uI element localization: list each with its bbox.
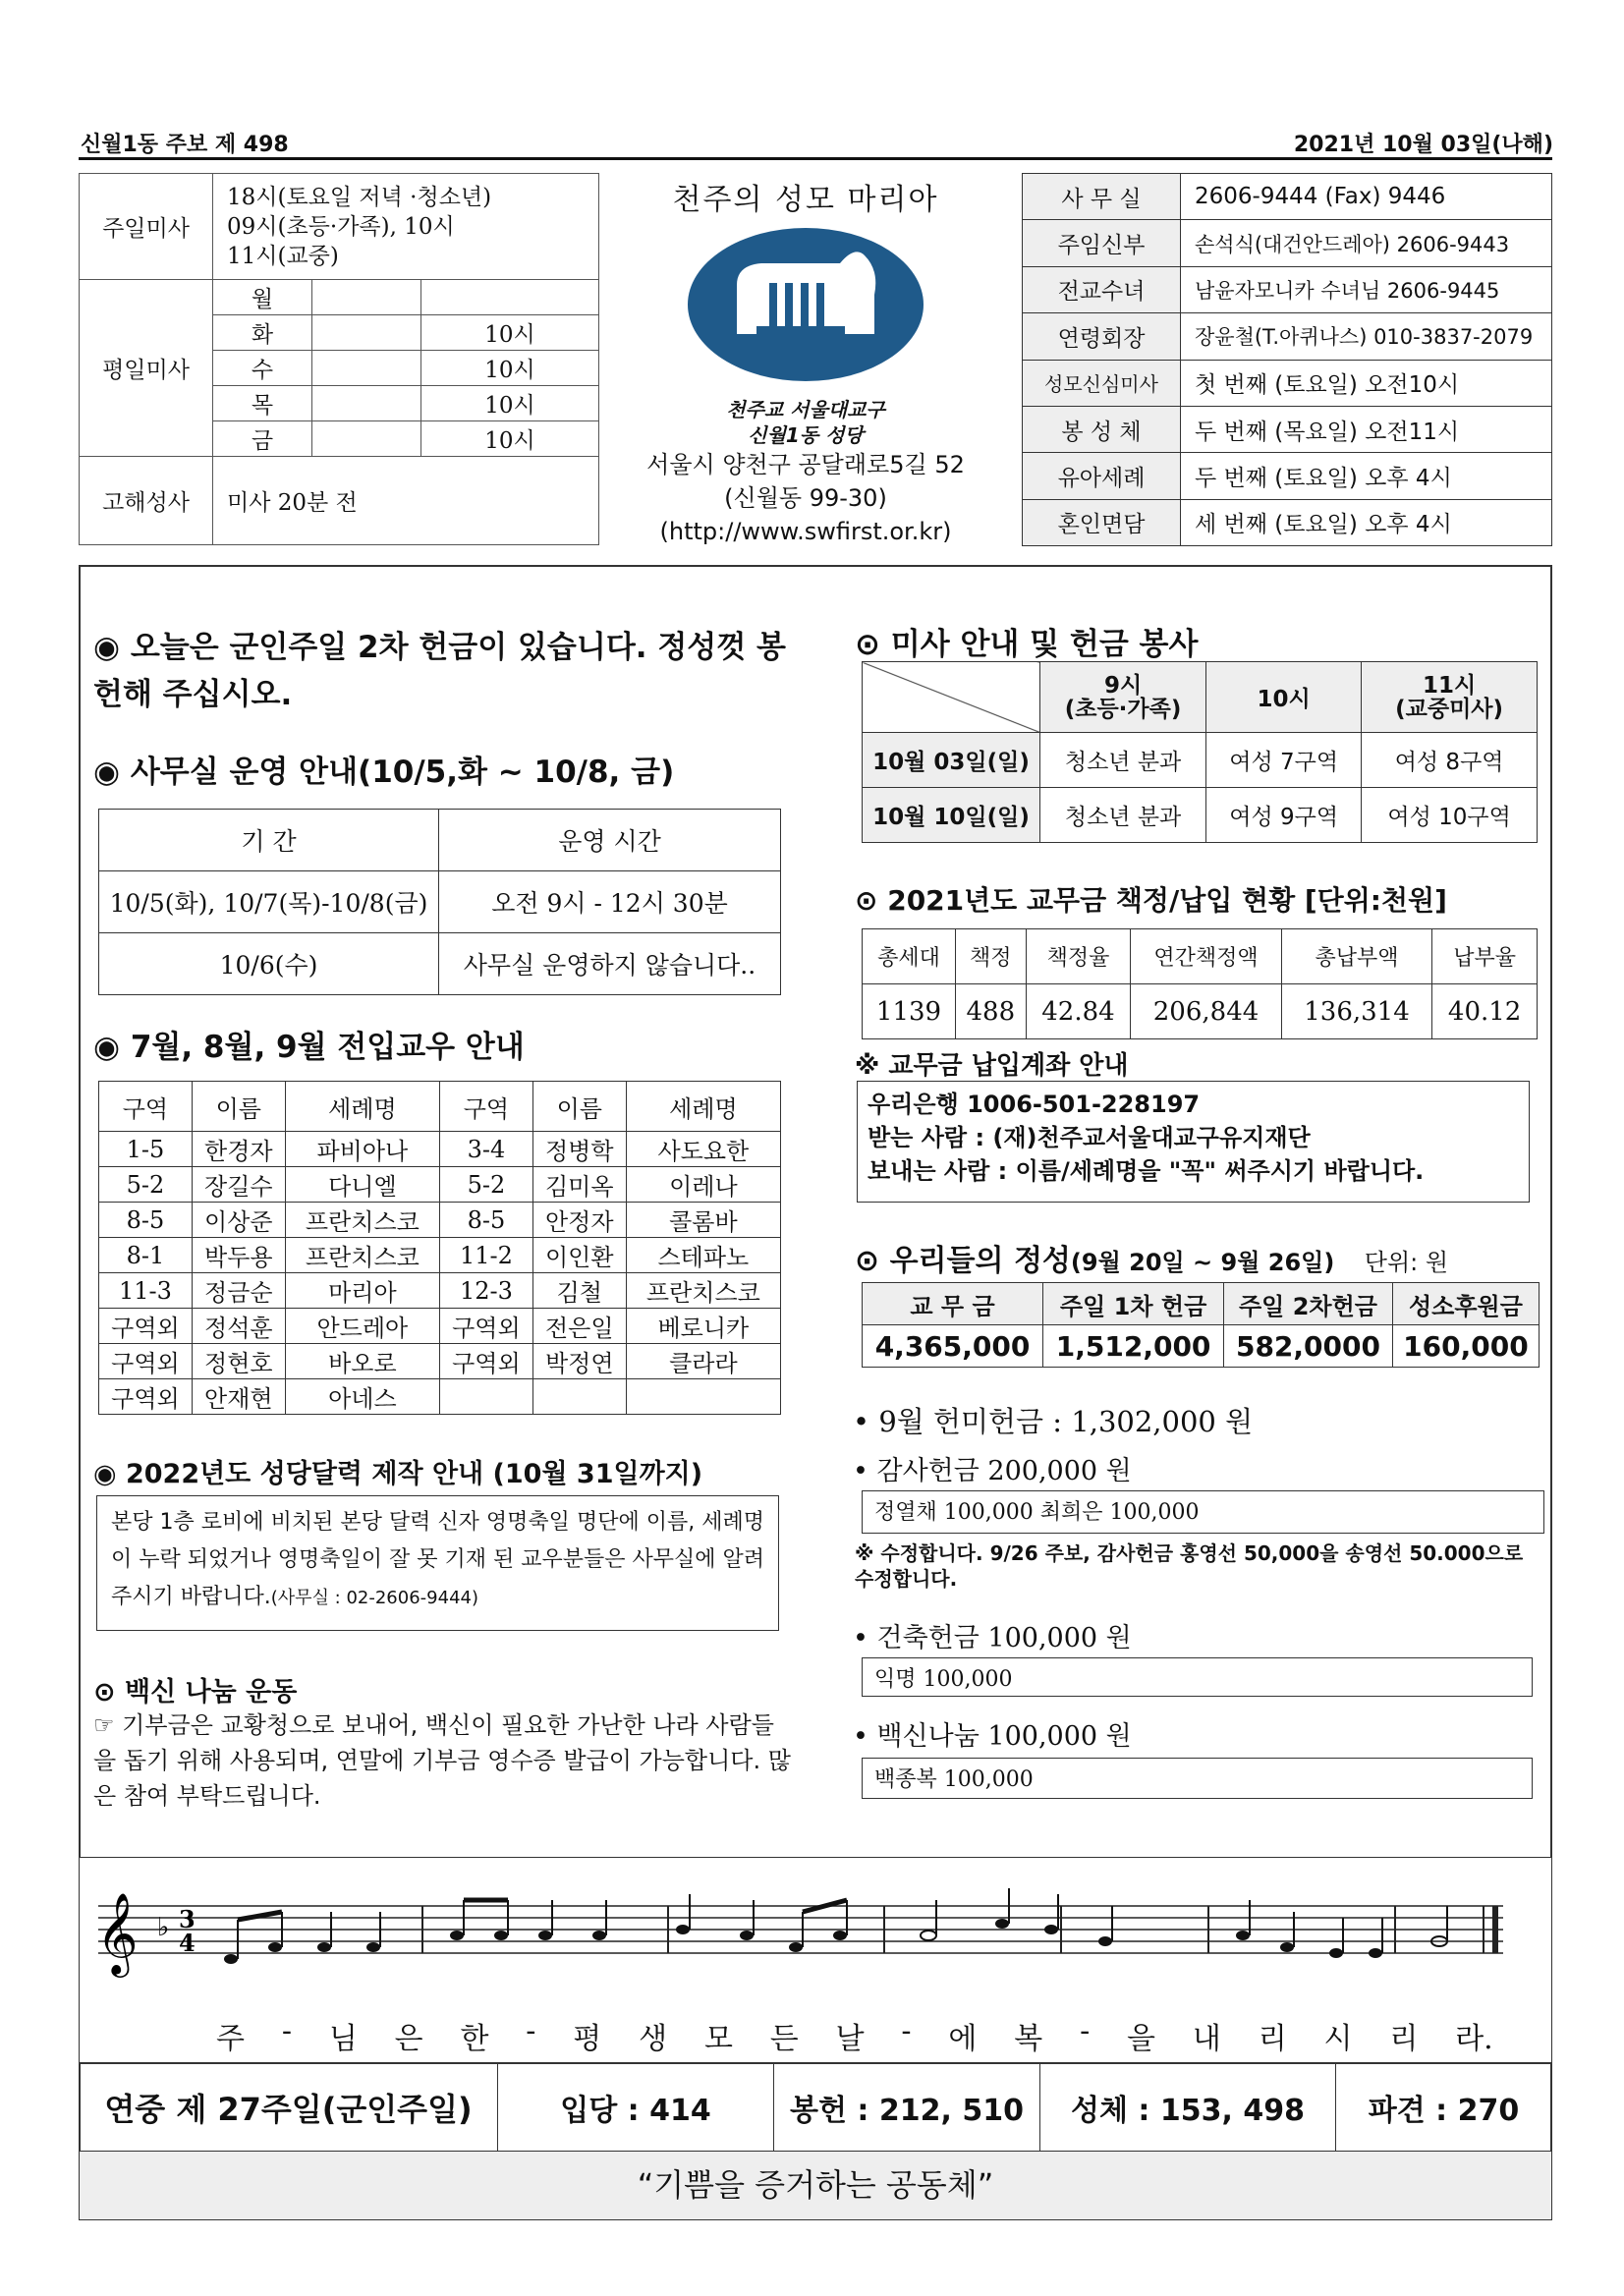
contact-table [1022, 173, 1552, 546]
weekday-a [312, 315, 421, 351]
communion-hymn: 성체 : 153, 498 [1040, 2064, 1336, 2152]
newcomers-title: ◉ 7월, 8월, 9월 전입교우 안내 [93, 1030, 525, 1065]
newcomer-cell: 사도요한 [626, 1132, 780, 1167]
service-cell: 여성 10구역 [1362, 788, 1538, 843]
weekday-time: 10시 [421, 386, 599, 421]
table-row [99, 1132, 781, 1167]
newcomer-cell: 구역외 [439, 1344, 532, 1379]
parish-address [619, 448, 992, 548]
office-header-period: 기 간 [99, 810, 439, 871]
hymn-numbers-bar [79, 2063, 1552, 2152]
calendar-notice-box [96, 1495, 779, 1631]
offering-header: 교 무 금 [863, 1283, 1043, 1325]
lyric-syllable: 에 [948, 2022, 978, 2056]
logo-caption-line-1: 천주교 서울대교구 [726, 398, 885, 421]
contact-label: 주임신부 [1023, 220, 1181, 266]
correction-note: ※ 수정합니다. 9/26 주보, 감사헌금 홍영선 50,000을 송영선 50.000으로 수정합니다. [855, 1541, 1524, 1591]
offering-unit: 단위: 원 [1364, 1249, 1449, 1276]
contact-value: 두 번째 (목요일) 오전11시 [1181, 406, 1552, 452]
hymn-lyrics [216, 2014, 1493, 2057]
svg-text:3: 3 [179, 1905, 196, 1933]
contact-value: 손석식(대건안드레아) 2606-9443 [1181, 220, 1552, 266]
newcomer-cell: 장길수 [192, 1167, 285, 1203]
sunday-line-1: 18시(토요일 저녁 ·청소년) [227, 184, 492, 210]
lyric-syllable: 리 [1389, 2022, 1419, 2056]
address-line-2: (신월동 99-30) [724, 484, 887, 512]
contact-value: 2606-9444 (Fax) 9446 [1181, 174, 1552, 220]
office-hours: 오전 9시 - 12시 30분 [439, 871, 781, 933]
contact-value: 남윤자모니카 수녀님 2606-9445 [1181, 266, 1552, 312]
lyric-syllable: - [526, 2014, 536, 2048]
dues-header: 책정율 [1026, 929, 1131, 984]
offering-header: 성소후원금 [1392, 1283, 1539, 1325]
lyric-syllable: 주 [216, 2022, 245, 2056]
newcomer-cell: 마리아 [285, 1273, 439, 1309]
lyric-syllable: 평 [573, 2022, 602, 2056]
address-line-1: 서울시 양천구 공달래로5길 52 [646, 451, 965, 478]
office-hours-title: ◉ 사무실 운영 안내(10/5,화 ~ 10/8, 금) [93, 755, 675, 790]
mass-service-table [862, 661, 1538, 843]
lyric-syllable: 모 [703, 2022, 733, 2056]
service-header-11: 11시 (교중미사) [1362, 662, 1538, 733]
logo-caption-line-2: 신월1동 성당 [748, 423, 864, 447]
newcomer-header: 구역 [99, 1082, 193, 1132]
weekday-time [421, 280, 599, 315]
dues-header: 총세대 [863, 929, 956, 984]
contact-label: 연령회장 [1023, 313, 1181, 360]
newcomer-cell: 정병학 [532, 1132, 626, 1167]
weekday-day: 화 [213, 315, 312, 351]
table-row [99, 1167, 781, 1203]
contact-value: 장윤철(T.아퀴나스) 010-3837-2079 [1181, 313, 1552, 360]
offering-header: 주일 2차헌금 [1224, 1283, 1393, 1325]
lyric-syllable: 복 [1014, 2022, 1043, 2056]
service-cell: 여성 7구역 [1206, 733, 1362, 788]
newcomer-cell: 안정자 [532, 1203, 626, 1238]
office-period: 10/6(수) [99, 933, 439, 995]
parish-motto: “기쁨을 증거하는 공동체” [79, 2151, 1552, 2220]
weekday-day: 월 [213, 280, 312, 315]
newcomer-cell: 1-5 [99, 1132, 193, 1167]
contact-label: 혼인면담 [1023, 499, 1181, 545]
calendar-notice-text: 본당 1층 로비에 비치된 본당 달력 신자 영명축일 명단에 이름, 세례명이 누락 되었거나 영명축일이 잘 못 기재 된 교우분들은 사무실에 알려 주시기 바랍니다. [111, 1510, 764, 1609]
lyric-syllable: 한 [460, 2022, 489, 2056]
weekday-a [312, 351, 421, 386]
lyric-syllable: 을 [1127, 2022, 1156, 2056]
newcomer-cell: 다니엘 [285, 1167, 439, 1203]
service-cell: 청소년 분과 [1040, 788, 1206, 843]
newcomer-header: 세례명 [285, 1082, 439, 1132]
newcomer-cell: 전은일 [532, 1309, 626, 1344]
lyric-syllable: 님 [328, 2022, 358, 2056]
newcomer-cell: 구역외 [99, 1344, 193, 1379]
lyric-syllable: 리 [1258, 2022, 1287, 2056]
newcomer-cell: 5-2 [99, 1167, 193, 1203]
newcomer-cell: 파비아나 [285, 1132, 439, 1167]
table-row [99, 1203, 781, 1238]
newcomer-cell [532, 1379, 626, 1415]
table-row [99, 1238, 781, 1273]
svg-text:♭: ♭ [157, 1913, 170, 1942]
newcomer-header: 세례명 [626, 1082, 780, 1132]
monthly-rice-offering-text: 9월 헌미헌금 : 1,302,000 원 [878, 1405, 1254, 1438]
service-date: 10월 10일(일) [863, 788, 1040, 843]
newcomer-cell: 이상준 [192, 1203, 285, 1238]
parish-dues-title: ⊙ 2021년도 교무금 책정/납입 현황 [단위:천원] [855, 884, 1447, 917]
office-period: 10/5(화), 10/7(목)-10/8(금) [99, 871, 439, 933]
weekday-day: 수 [213, 351, 312, 386]
service-header-10: 10시 [1206, 662, 1362, 733]
newcomer-cell: 프란치스코 [626, 1273, 780, 1309]
offertory-hymn: 봉헌 : 212, 510 [774, 2064, 1040, 2152]
calendar-title: ◉ 2022년도 성당달력 제작 안내 (10월 31일까지) [93, 1459, 703, 1489]
contact-label: 봉 성 체 [1023, 406, 1181, 452]
newcomer-cell: 스테파노 [626, 1238, 780, 1273]
dues-header: 총납부액 [1281, 929, 1431, 984]
parish-patron: 천주의 성모 마리아 [672, 183, 939, 217]
newcomer-cell: 8-5 [439, 1203, 532, 1238]
thanks-offering: • 감사헌금 200,000 원 [853, 1456, 1132, 1486]
lyric-syllable: - [901, 2014, 912, 2048]
offering-title [855, 1236, 1448, 1279]
table-row [99, 1344, 781, 1379]
thanks-offering-text: 감사헌금 200,000 원 [876, 1456, 1132, 1486]
newcomer-cell: 김철 [532, 1273, 626, 1309]
confession-value: 미사 20분 전 [213, 457, 599, 545]
newcomer-header: 구역 [439, 1082, 532, 1132]
newcomer-cell: 베로니카 [626, 1309, 780, 1344]
lyric-syllable: 라. [1455, 2022, 1493, 2056]
mass-schedule-table [79, 173, 599, 545]
lyric-syllable: 든 [769, 2022, 799, 2056]
mass-service-title: ⊙ 미사 안내 및 헌금 봉사 [855, 627, 1199, 662]
offering-value: 160,000 [1392, 1325, 1539, 1368]
lyric-syllable: - [281, 2014, 292, 2048]
service-header-9: 9시 (초등·가족) [1040, 662, 1206, 733]
vaccine-text: ☞ 기부금은 교황청으로 보내어, 백신이 필요한 가난한 나라 사람들을 돕기 위해 사용되며, 연말에 기부금 영수증 발급이 가능합니다. 많은 참여 부탁드립니다. [93, 1711, 791, 1810]
newcomer-cell: 정금순 [192, 1273, 285, 1309]
table-row [99, 1309, 781, 1344]
sunday-line-2: 09시(초등·가족), 10시 [227, 213, 455, 240]
dues-value: 206,844 [1131, 984, 1281, 1039]
newcomer-cell: 구역외 [99, 1309, 193, 1344]
building-offering-text: 건축헌금 100,000 원 [876, 1623, 1132, 1653]
newcomer-cell [439, 1379, 532, 1415]
service-date: 10월 03일(일) [863, 733, 1040, 788]
weekday-a [312, 386, 421, 421]
newcomer-cell: 프란치스코 [285, 1203, 439, 1238]
office-header-hours: 운영 시간 [439, 810, 781, 871]
thanks-offering-box: 정열채 100,000 최희은 100,000 [862, 1490, 1544, 1534]
table-row [99, 1273, 781, 1309]
dues-header: 책정 [956, 929, 1027, 984]
newcomer-cell: 8-1 [99, 1238, 193, 1273]
newcomer-cell: 안재현 [192, 1379, 285, 1415]
bulletin-issue: 신월1동 주보 제 498 [81, 133, 289, 157]
offering-period: (9월 20일 ~ 9월 26일) [1070, 1249, 1335, 1276]
lyric-syllable: 내 [1192, 2022, 1221, 2056]
monthly-rice-offering: • 9월 헌미헌금 : 1,302,000 원 [853, 1405, 1254, 1438]
account-box [857, 1081, 1530, 1203]
sunday-line-3: 11시(교중) [227, 243, 339, 269]
dues-value: 488 [956, 984, 1027, 1039]
lyric-syllable: 생 [639, 2022, 668, 2056]
contact-label: 유아세례 [1023, 453, 1181, 499]
contact-value: 세 번째 (토요일) 오후 4시 [1181, 499, 1552, 545]
dues-value: 40.12 [1432, 984, 1538, 1039]
account-bank: 우리은행 1006-501-228197 [868, 1091, 1201, 1118]
table-row [99, 1379, 781, 1415]
second-collection-notice: ◉ 오늘은 군인주일 2차 헌금이 있습니다. 정성껏 봉헌해 주십시오. [93, 630, 786, 712]
offering-value: 1,512,000 [1043, 1325, 1224, 1368]
newcomer-cell: 구역외 [99, 1379, 193, 1415]
service-cell: 여성 8구역 [1362, 733, 1538, 788]
account-sender-note: 보내는 사람 : 이름/세례명을 "꼭" 써주시기 바랍니다. [868, 1157, 1425, 1185]
newcomer-cell: 박정연 [532, 1344, 626, 1379]
weekday-day: 금 [213, 421, 312, 457]
newcomer-cell: 정석훈 [192, 1309, 285, 1344]
dues-header: 납부율 [1432, 929, 1538, 984]
dues-header: 연간책정액 [1131, 929, 1281, 984]
newcomer-header: 이름 [532, 1082, 626, 1132]
entrance-hymn: 입당 : 414 [498, 2064, 774, 2152]
newcomer-cell: 3-4 [439, 1132, 532, 1167]
vaccine-offering-text: 백신나눔 100,000 원 [876, 1721, 1132, 1752]
sunday-mass-times [213, 174, 599, 280]
building-offering-box: 익명 100,000 [862, 1657, 1533, 1697]
newcomer-cell: 12-3 [439, 1273, 532, 1309]
confession-label: 고해성사 [80, 457, 213, 545]
website-url: (http://www.swfirst.or.kr) [659, 518, 952, 545]
parish-logo [683, 226, 928, 393]
newcomer-cell [626, 1379, 780, 1415]
newcomer-cell: 8-5 [99, 1203, 193, 1238]
logo-caption [619, 397, 992, 448]
newcomer-cell: 이레나 [626, 1167, 780, 1203]
header-rule [79, 157, 1552, 160]
newcomers-table [98, 1081, 781, 1415]
weekday-time: 10시 [421, 351, 599, 386]
lyric-syllable: - [1080, 2014, 1091, 2048]
newcomer-cell: 5-2 [439, 1167, 532, 1203]
lyric-syllable: 시 [1323, 2022, 1353, 2056]
service-cell: 청소년 분과 [1040, 733, 1206, 788]
bulletin-date: 2021년 10월 03일(나해) [1293, 133, 1553, 157]
newcomer-cell: 프란치스코 [285, 1238, 439, 1273]
weekday-mass-label: 평일미사 [80, 280, 213, 457]
svg-text:𝄞: 𝄞 [96, 1891, 139, 1974]
offering-value: 582,0000 [1224, 1325, 1393, 1368]
account-title: ※ 교무금 납입계좌 안내 [855, 1051, 1129, 1081]
contact-label: 전교수녀 [1023, 266, 1181, 312]
weekday-a [312, 280, 421, 315]
contact-value: 두 번째 (토요일) 오후 4시 [1181, 453, 1552, 499]
newcomer-cell: 안드레아 [285, 1309, 439, 1344]
sunday-mass-label: 주일미사 [80, 174, 213, 280]
vaccine-offering-box: 백종복 100,000 [862, 1758, 1533, 1799]
office-hours: 사무실 운영하지 않습니다.. [439, 933, 781, 995]
newcomer-cell: 김미옥 [532, 1167, 626, 1203]
parish-dues-table [862, 928, 1538, 1039]
newcomer-cell: 구역외 [439, 1309, 532, 1344]
calendar-contact: (사무실 : 02-2606-9444) [270, 1588, 478, 1608]
newcomer-cell: 콜롬바 [626, 1203, 780, 1238]
newcomer-cell: 바오로 [285, 1344, 439, 1379]
dues-value: 1139 [863, 984, 956, 1039]
offering-value: 4,365,000 [863, 1325, 1043, 1368]
vaccine-offering: • 백신나눔 100,000 원 [853, 1721, 1132, 1752]
service-cell: 여성 9구역 [1206, 788, 1362, 843]
lyric-syllable: 은 [394, 2022, 423, 2056]
parish-identity [619, 173, 992, 546]
dues-value: 136,314 [1281, 984, 1431, 1039]
contact-label: 사 무 실 [1023, 174, 1181, 220]
newcomer-cell: 박두용 [192, 1238, 285, 1273]
newcomer-cell: 이인환 [532, 1238, 626, 1273]
weekday-time: 10시 [421, 315, 599, 351]
newcomer-cell: 아네스 [285, 1379, 439, 1415]
weekday-a [312, 421, 421, 457]
svg-text:4: 4 [179, 1929, 196, 1957]
lyric-syllable: 날 [835, 2022, 865, 2056]
newcomer-cell: 한경자 [192, 1132, 285, 1167]
dues-value: 42.84 [1026, 984, 1131, 1039]
newcomer-header: 이름 [192, 1082, 285, 1132]
newcomer-cell: 11-3 [99, 1273, 193, 1309]
office-hours-table [98, 809, 781, 995]
newcomer-cell: 정현호 [192, 1344, 285, 1379]
weekday-time: 10시 [421, 421, 599, 457]
weekday-day: 목 [213, 386, 312, 421]
vaccine-title: ⊙ 백신 나눔 운동 [93, 1677, 298, 1708]
offering-table [862, 1282, 1540, 1368]
offering-header: 주일 1차 헌금 [1043, 1283, 1224, 1325]
contact-value: 첫 번째 (토요일) 오전10시 [1181, 360, 1552, 406]
service-header-corner [863, 662, 1040, 733]
hymn-score [79, 1857, 1552, 2063]
building-offering: • 건축헌금 100,000 원 [853, 1623, 1132, 1653]
liturgical-day-title: 연중 제 27주일(군인주일) [80, 2064, 498, 2152]
offering-title-text: ⊙ 우리들의 정성 [855, 1244, 1071, 1278]
contact-label: 성모신심미사 [1023, 360, 1181, 406]
newcomer-cell: 11-2 [439, 1238, 532, 1273]
dismissal-hymn: 파견 : 270 [1336, 2064, 1552, 2152]
newcomer-cell: 클라라 [626, 1344, 780, 1379]
account-recipient: 받는 사람 : (재)천주교서울대교구유지재단 [868, 1124, 1311, 1151]
